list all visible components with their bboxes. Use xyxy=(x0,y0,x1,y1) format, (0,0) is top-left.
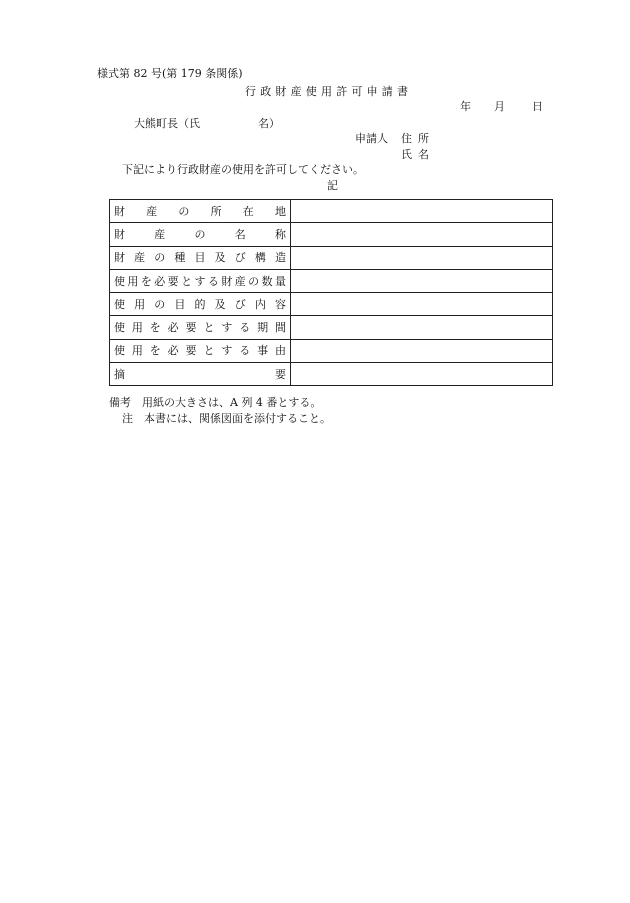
date-month-label: 月 xyxy=(494,100,505,113)
row-value-cell xyxy=(291,246,553,269)
row-label: 使用を必要とする財産の数量 xyxy=(114,274,286,288)
row-label: 使用の目的及び内容 xyxy=(114,297,286,311)
row-value-cell xyxy=(291,223,553,246)
row-label-cell xyxy=(110,223,291,246)
table-row xyxy=(110,200,553,223)
addressee-line xyxy=(134,118,280,129)
row-value-cell xyxy=(291,339,553,362)
addressee-suffix: 名） xyxy=(258,117,280,130)
date-day-label: 日 xyxy=(532,100,543,113)
document-title: 行政財産使用許可申請書 xyxy=(245,85,413,98)
date-year-label: 年 xyxy=(460,100,471,113)
table-row xyxy=(110,246,553,269)
applicant-address-label: 住所 xyxy=(401,132,435,145)
row-label: 財産の名称 xyxy=(114,227,286,241)
note-remarks: 備考 用紙の大きさは、A 列 4 番とする。 xyxy=(109,396,322,409)
form-number: 様式第 82 号(第 179 条関係) xyxy=(97,67,243,80)
row-label-cell xyxy=(110,200,291,223)
note-attention: 注 本書には、関係図面を添付すること。 xyxy=(122,412,331,425)
row-label-cell xyxy=(110,246,291,269)
table-row xyxy=(110,363,553,386)
row-value-cell xyxy=(291,269,553,292)
row-label-cell xyxy=(110,269,291,292)
row-label: 財産の種目及び構造 xyxy=(114,251,286,265)
row-value-cell xyxy=(291,316,553,339)
row-label-cell xyxy=(110,316,291,339)
addressee-prefix: 大熊町長（氏 xyxy=(134,117,200,130)
table-row xyxy=(110,316,553,339)
row-label-cell xyxy=(110,363,291,386)
applicant-name-label: 氏名 xyxy=(401,148,435,161)
table-row xyxy=(110,339,553,362)
row-label-cell xyxy=(110,339,291,362)
row-value-cell xyxy=(291,200,553,223)
table-row xyxy=(110,293,553,316)
ki-heading: 記 xyxy=(327,179,338,192)
property-info-table xyxy=(109,199,553,386)
row-label: 使用を必要とする事由 xyxy=(114,344,286,358)
row-value-cell xyxy=(291,293,553,316)
request-text: 下記により行政財産の使用を許可してください。 xyxy=(122,163,364,176)
row-label-cell xyxy=(110,293,291,316)
applicant-label: 申請人 xyxy=(355,132,388,145)
row-label: 摘要 xyxy=(114,367,286,381)
row-label: 使用を必要とする期間 xyxy=(114,321,286,335)
row-label: 財産の所在地 xyxy=(114,204,286,218)
row-value-cell xyxy=(291,363,553,386)
table-row xyxy=(110,223,553,246)
table-row xyxy=(110,269,553,292)
